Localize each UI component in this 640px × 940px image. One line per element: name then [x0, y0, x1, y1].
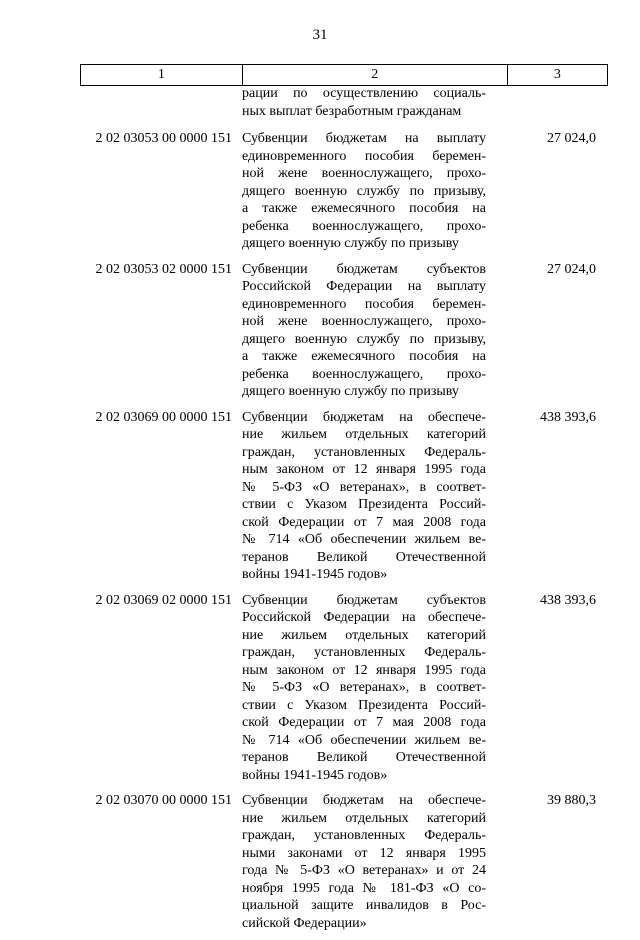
continuation-row	[80, 85, 608, 120]
table-body	[80, 85, 608, 940]
budget-code: 2 02 03069 02 0000 151	[95, 592, 232, 608]
description-line: № 714 «Об обеспечении жильем ве-	[242, 732, 486, 748]
description-line: № 5-ФЗ «О ветеранах», в соответ-	[242, 680, 486, 695]
table-row	[80, 409, 608, 584]
description-line: единовременного пособия беремен-	[242, 148, 486, 164]
page-number: 31	[312, 27, 328, 43]
row-description	[242, 792, 486, 932]
description-line: ствии с Указом Президента Россий-	[242, 497, 486, 512]
description-line: дящего военную службу по призыву,	[242, 183, 486, 199]
table-row	[80, 792, 608, 932]
budget-code: 2 02 03069 00 0000 151	[95, 409, 232, 425]
row-amount: 438 393,6	[540, 409, 596, 425]
description-line: ным законом от 12 января 1995 года	[242, 662, 486, 678]
description-line: ской Федерации от 7 мая 2008 года	[242, 715, 486, 730]
description-line: ребенка военнослужащего, прохо-	[242, 218, 486, 234]
description-line: а также ежемесячного пособия на	[242, 201, 486, 216]
description-line: ной жене военнослужащего, прохо-	[242, 314, 486, 329]
description-line: Российской Федерации на выплату	[242, 279, 486, 294]
description-line: дящего военную службу по призыву	[242, 384, 459, 399]
description-line: ной жене военнослужащего, прохо-	[242, 166, 486, 181]
description-line: Субвенции бюджетам на выплату	[242, 131, 486, 146]
budget-code: 2 02 03053 02 0000 151	[95, 261, 232, 277]
description-line: войны 1941-1945 годов»	[242, 767, 388, 783]
continuation-description	[242, 85, 486, 120]
table-row	[80, 130, 608, 253]
description-line: Субвенции бюджетам на обеспече-	[242, 793, 486, 808]
description-line: ской Федерации от 7 мая 2008 года	[242, 514, 486, 530]
row-amount: 438 393,6	[540, 592, 596, 608]
row-description	[242, 592, 486, 785]
continuation-code-cell	[80, 85, 242, 120]
description-line: ных выплат безработным гражданам	[242, 103, 462, 119]
description-line: граждан, установленных Федераль-	[242, 645, 486, 660]
description-line: циальной защите инвалидов в Рос-	[242, 898, 486, 913]
column-header-2: 2	[242, 65, 507, 86]
description-line: дящего военную службу по призыву,	[242, 331, 486, 347]
description-line: а также ежемесячного пособия на	[242, 349, 486, 364]
budget-code: 2 02 03053 00 0000 151	[95, 131, 232, 146]
row-amount: 27 024,0	[547, 261, 596, 277]
description-line: граждан, установленных Федераль-	[242, 444, 486, 460]
description-line: теранов Великой Отечественной	[242, 549, 486, 565]
description-line: теранов Великой Отечественной	[242, 750, 486, 765]
description-line: ными законами от 12 января 1995	[242, 845, 486, 861]
continuation-amount-cell	[486, 85, 608, 120]
description-line: ноября 1995 года № 181-ФЗ «О со-	[242, 880, 486, 896]
description-line: ние жильем отдельных категорий	[242, 627, 486, 643]
budget-code: 2 02 03070 00 0000 151	[95, 793, 232, 808]
description-line: единовременного пособия беремен-	[242, 296, 486, 312]
description-line: Субвенции бюджетам субъектов	[242, 261, 486, 277]
table-row	[80, 261, 608, 401]
row-description	[242, 409, 486, 584]
description-line: ствии с Указом Президента Россий-	[242, 697, 486, 713]
description-line: Российской Федерации на обеспече-	[242, 610, 486, 625]
description-line: № 714 «Об обеспечении жильем ве-	[242, 532, 486, 547]
column-header-row	[81, 65, 608, 86]
row-amount: 27 024,0	[547, 131, 596, 146]
description-line: сийской Федерации»	[242, 915, 367, 931]
description-line: ным законом от 12 января 1995 года	[242, 462, 486, 477]
column-header-3: 3	[507, 65, 607, 86]
description-line: граждан, установленных Федераль-	[242, 828, 486, 843]
column-header-table	[80, 64, 608, 86]
row-description	[242, 261, 486, 401]
description-line: ние жильем отдельных категорий	[242, 427, 486, 442]
description-line: Субвенции бюджетам субъектов	[242, 592, 486, 608]
table-row	[80, 592, 608, 785]
row-amount: 39 880,3	[547, 793, 596, 808]
description-line: ние жильем отдельных категорий	[242, 810, 486, 826]
description-line: года № 5-ФЗ «О ветеранах» и от 24	[242, 863, 486, 878]
description-line: ребенка военнослужащего, прохо-	[242, 366, 486, 382]
description-line: войны 1941-1945 годов»	[242, 567, 388, 582]
column-header-1: 1	[81, 65, 243, 86]
description-line: № 5-ФЗ «О ветеранах», в соответ-	[242, 479, 486, 495]
description-line: Субвенции бюджетам на обеспече-	[242, 409, 486, 425]
description-line: рации по осуществлению социаль-	[242, 86, 486, 101]
description-line: дящего военную службу по призыву	[242, 236, 459, 251]
row-description	[242, 130, 486, 253]
